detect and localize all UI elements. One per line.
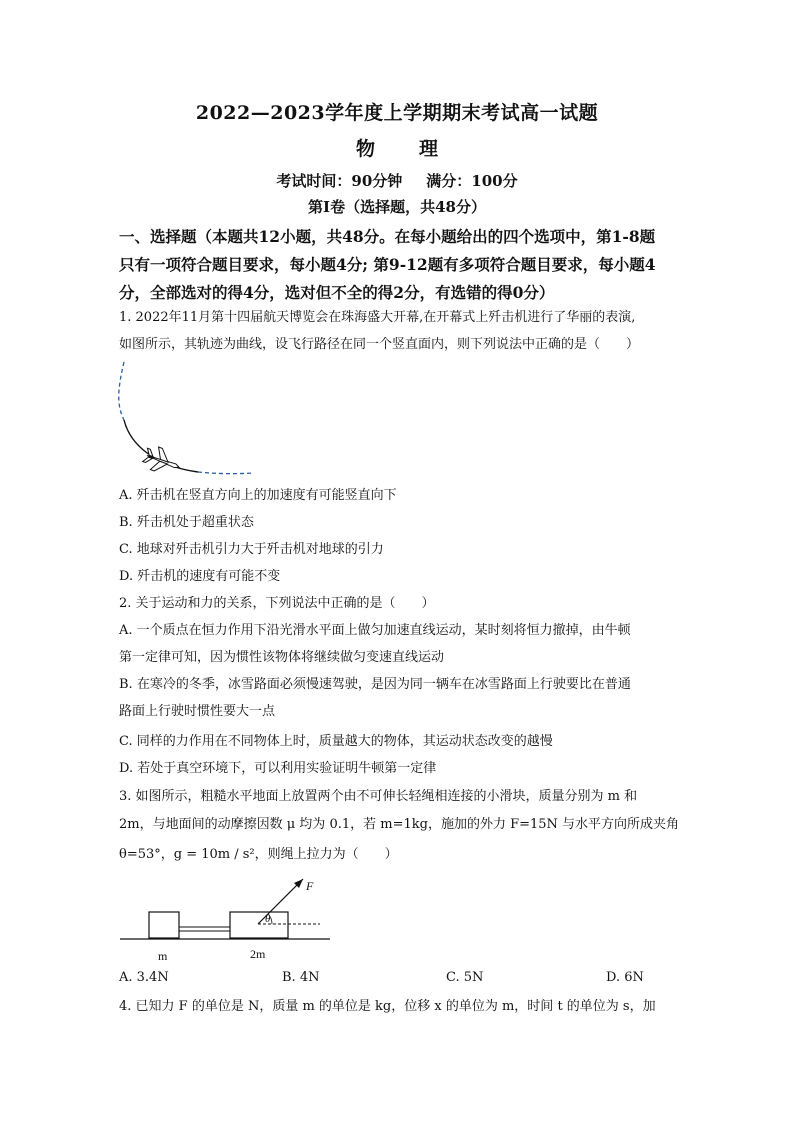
- q3-option-a: A. 3.4N: [119, 970, 169, 985]
- force-label: F: [306, 879, 314, 893]
- q1-option-c: C. 地球对歼击机引力大于歼击机对地球的引力: [119, 542, 384, 557]
- section-instructions: [119, 223, 689, 307]
- jet-icon: [141, 444, 183, 479]
- q2-option-c: C. 同样的力作用在不同物体上时，质量越大的物体，其运动状态改变的越慢: [119, 734, 553, 749]
- q1-option-a: A. 歼击机在竖直方向上的加速度有可能竖直向下: [119, 488, 397, 503]
- q3-option-b: B. 4N: [282, 970, 320, 985]
- q3-option-d: D. 6N: [606, 970, 644, 985]
- q1-option-d: D. 歼击机的速度有可能不变: [119, 569, 281, 584]
- q2-option-a-line1: A. 一个质点在恒力作用下沿光滑水平面上做匀加速直线运动，某时刻将恒力撤掉，由牛顿: [119, 623, 631, 638]
- exam-title: 2022—2023学年度上学期期末考试高一试题: [195, 102, 599, 124]
- q1-line-1: 1. 2022年11月第十四届航天博览会在珠海盛大开幕,在开幕式上歼击机进行了华丽的表演,: [119, 310, 636, 325]
- trajectory-dashed-top: [119, 362, 124, 420]
- q3-line-1: 3. 如图所示，粗糙水平地面上放置两个由不可伸长轻绳相连接的小滑块，质量分别为 m 和: [119, 789, 638, 804]
- subject-char-1: 物: [355, 138, 375, 160]
- q2-option-a-line2: 第一定律可知，因为惯性该物体将继续做匀变速直线运动: [119, 650, 445, 665]
- mass-label-2m: 2m: [250, 947, 266, 961]
- q2-option-d: D. 若处于真空环境下，可以利用实验证明牛顿第一定律: [119, 761, 437, 776]
- block-2m: [230, 912, 288, 938]
- section-line-3: 分，全部选对的得4分，选对但不全的得2分，有选错的得0分）: [119, 283, 555, 302]
- trajectory-dashed-right: [198, 472, 254, 474]
- q3-blocks-figure: [118, 872, 338, 964]
- exam-meta: [0, 170, 794, 191]
- q3-options: [119, 970, 679, 990]
- section-line-1: 一、选择题（本题共12小题，共48分。在每小题给出的四个选项中，第1-8题: [119, 227, 656, 246]
- theta-label: θ: [265, 913, 271, 925]
- q2-option-b-line1: B. 在寒冷的冬季，冰雪路面必须慢速驾驶，是因为同一辆车在冰雪路面上行驶要比在普通: [119, 677, 631, 692]
- q1-stem: [119, 304, 689, 358]
- q3-line-3: θ=53°，g = 10m / s²，则绳上拉力为（ ）: [119, 847, 398, 862]
- exam-score: 满分：100分: [426, 172, 518, 190]
- exam-time: 考试时间：90分钟: [276, 172, 403, 190]
- q1-jet-trajectory-figure: [112, 358, 272, 483]
- q3-line-2: 2m，与地面间的动摩擦因数 μ 均为 0.1，若 m=1kg，施加的外力 F=15N 与水平方向所成夹角: [119, 817, 680, 832]
- q1-line-2: 如图所示，其轨迹为曲线，设飞行路径在同一个竖直面内，则下列说法中正确的是（ ）: [119, 337, 640, 352]
- q2-stem: 2. 关于运动和力的关系，下列说法中正确的是（ ）: [119, 596, 435, 611]
- q4-line-1: 4. 已知力 F 的单位是 N，质量 m 的单位是 kg，位移 x 的单位为 m，时间 t 的单位为 s，加: [119, 999, 656, 1014]
- subject-heading: [0, 134, 794, 161]
- subject-char-2: 理: [419, 138, 439, 160]
- q3-option-c: C. 5N: [446, 970, 484, 985]
- section-line-2: 只有一项符合题目要求，每小题4分; 第9-12题有多项符合题目要求，每小题4: [119, 255, 656, 274]
- block-m: [149, 912, 179, 938]
- q1-option-b: B. 歼击机处于超重状态: [119, 515, 254, 530]
- part-heading: 第Ⅰ卷（选择题，共48分）: [308, 198, 486, 216]
- q2-option-b-line2: 路面上行驶时惯性要大一点: [119, 704, 276, 719]
- mass-label-m: m: [158, 949, 168, 963]
